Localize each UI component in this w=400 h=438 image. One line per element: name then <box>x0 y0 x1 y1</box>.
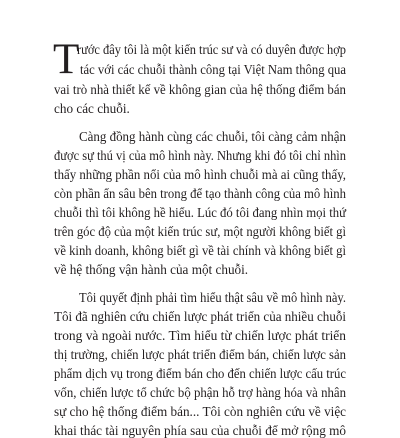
text-line: còn phần ẩn sâu bên trong để tạo thành công của mô hình <box>54 186 347 201</box>
text-line: trong và ngoài nước. Tìm hiểu từ chiến lược phát triển <box>54 328 346 343</box>
text-line: rước đây tôi là một kiến trúc sư và có duyên được hợp <box>77 42 347 57</box>
text-line: sự cho hệ thống điểm bán... Tôi còn nghiên cứu về việc <box>54 404 347 419</box>
drop-cap: T <box>53 36 80 83</box>
text-line: tác với các chuỗi thành công tại Việt Nam thông qua <box>80 62 346 77</box>
text-line: khai thác tài nguyên phía sau của chuỗi để mở rộng mô <box>54 423 346 438</box>
text-line: chuỗi thì tôi không hề hiểu. Lúc đó tôi đang nhìn mọi thứ <box>54 205 346 220</box>
text-line: vốn, chiến lược tổ chức bộ phận hỗ trợ hàng hóa và nhân <box>54 385 346 400</box>
text-line: thấy những phần nổi của mô hình chuỗi mà ai cũng thấy, <box>54 167 347 182</box>
text-line: phẩm dịch vụ trong điểm bán cho đến chiến lược cấu trúc <box>54 366 347 381</box>
text-line: được sự thú vị của mô hình này. Nhưng khi đó tôi chỉ nhìn <box>54 148 347 163</box>
text-line: vai trò nhà thiết kế về không gian của hệ thống điểm bán <box>54 82 346 97</box>
text-line: Càng đồng hành cùng các chuỗi, tôi càng cảm nhận <box>79 129 347 144</box>
text-line: về hệ thống vận hành của một chuỗi. <box>54 262 249 277</box>
text-line: cho các chuỗi. <box>54 101 130 116</box>
text-line: thị trường, chiến lược phát triển điểm bán, chiến lược sản <box>54 347 346 362</box>
text-line: về kinh doanh, không biết gì về tài chính và không biết gì <box>54 243 347 258</box>
text-line: trên góc độ của một kiến trúc sư, một người không biết gì <box>54 224 347 239</box>
text-line: Tôi đã nghiên cứu chiến lược phát triển của nhiều chuỗi <box>54 309 346 324</box>
text-line: Tôi quyết định phải tìm hiểu thật sâu về mô hình này. <box>79 290 346 305</box>
